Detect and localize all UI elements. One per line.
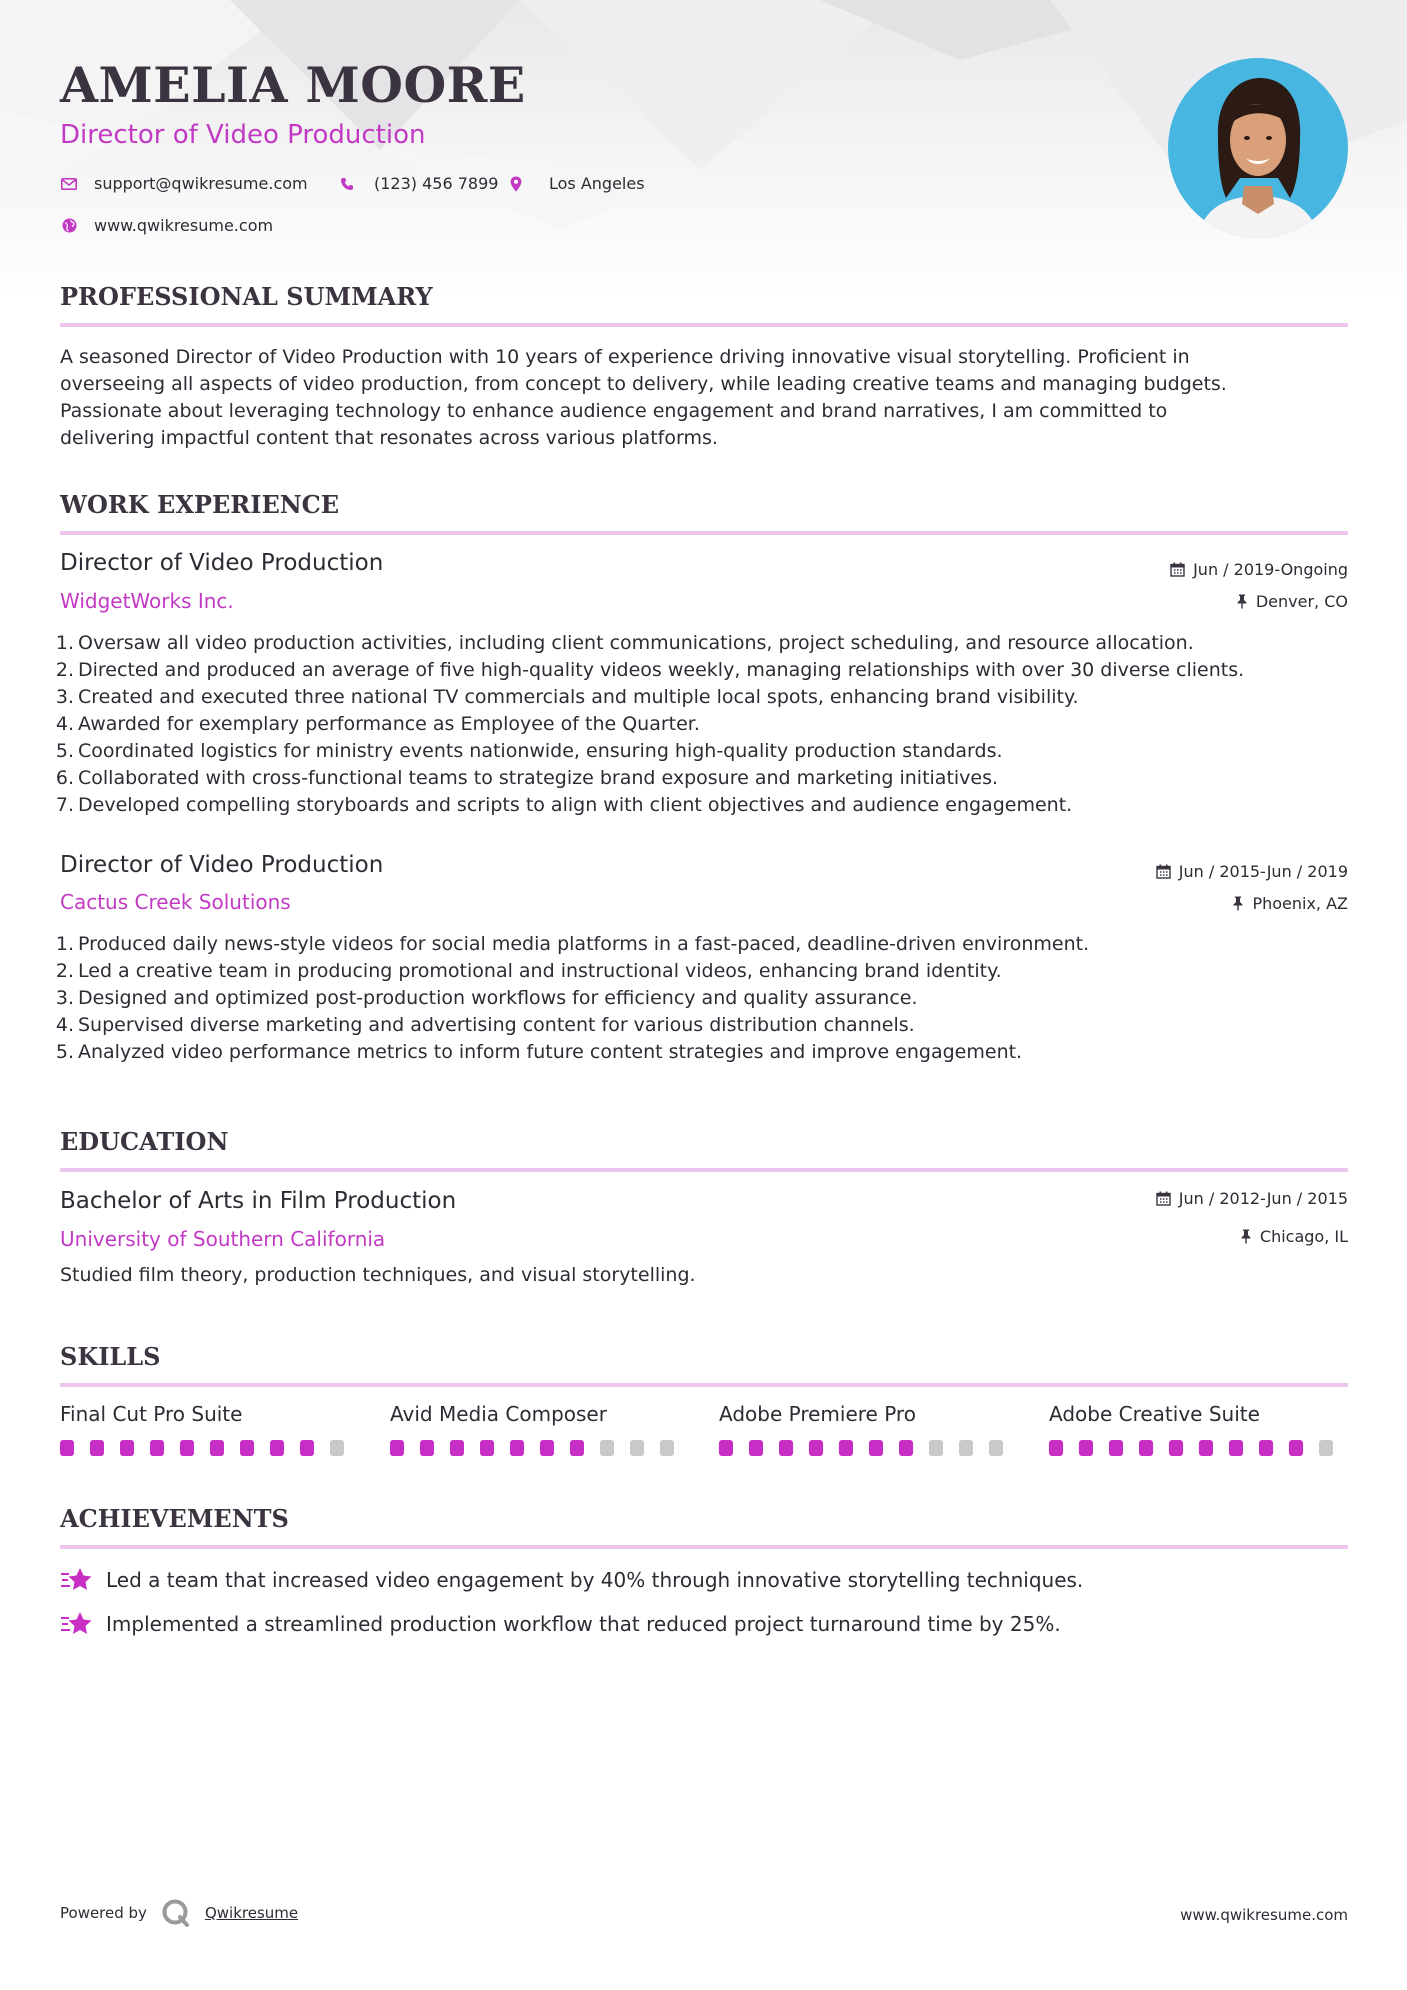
list-item: 1. Produced daily news-style videos for social media platforms in a fast-paced, deadline-driven environment. <box>55 933 1090 955</box>
summary-line: overseeing all aspects of video production, from concept to delivery, while leading creative teams and managing budgets. <box>60 373 1227 395</box>
phone-text: (123) 456 7899 <box>374 174 499 193</box>
skill-dot-filled <box>480 1440 494 1456</box>
skill-dot-filled <box>180 1440 194 1456</box>
skill-dot-filled <box>1259 1440 1273 1456</box>
pushpin-icon <box>1232 896 1244 911</box>
section-heading-achievements: ACHIEVEMENTS <box>60 1504 1348 1549</box>
skill-rating <box>719 1440 1019 1456</box>
education-location-text: Chicago, IL <box>1259 1227 1348 1246</box>
job-title: Director of Video Production <box>60 852 384 878</box>
summary-text <box>60 344 1350 452</box>
summary-line: delivering impactful content that resonates across various platforms. <box>60 427 718 449</box>
list-item: 3. Designed and optimized post-production workflows for efficiency and quality assurance. <box>55 987 918 1009</box>
skill-dot-filled <box>270 1440 284 1456</box>
skill-dot-empty <box>660 1440 674 1456</box>
calendar-icon <box>1156 864 1171 879</box>
skill-name: Adobe Creative Suite <box>1049 1402 1260 1426</box>
skill-dot-filled <box>420 1440 434 1456</box>
skill-dot-filled <box>869 1440 883 1456</box>
footer-powered-by <box>60 1898 298 1928</box>
skill-dot-filled <box>809 1440 823 1456</box>
list-item: 7. Developed compelling storyboards and scripts to align with client objectives and audience engagement. <box>55 794 1073 816</box>
list-item: 5. Analyzed video performance metrics to inform future content strategies and improve engagement. <box>55 1041 1023 1063</box>
education-dates <box>1156 1189 1348 1208</box>
achievement-text: Implemented a streamlined production workflow that reduced project turnaround time by 25%. <box>106 1612 1061 1636</box>
school-name: University of Southern California <box>60 1227 386 1251</box>
summary-line: Passionate about leveraging technology to enhance audience engagement and brand narratives, I am committed to <box>60 400 1168 422</box>
globe-icon <box>60 217 78 235</box>
section-heading-experience: WORK EXPERIENCE <box>60 490 1348 535</box>
achievement-text: Led a team that increased video engagement by 40% through innovative storytelling techniques. <box>106 1568 1084 1592</box>
skill-dot-filled <box>210 1440 224 1456</box>
skill-dot-filled <box>540 1440 554 1456</box>
phone-icon <box>338 175 356 193</box>
job-title: Director of Video Production <box>60 550 384 576</box>
qwikresume-logo-icon <box>161 1898 191 1928</box>
company-name: Cactus Creek Solutions <box>60 890 291 914</box>
job-bullets <box>52 931 1362 1066</box>
achievement-item <box>60 1609 1061 1639</box>
job-bullets <box>52 630 1362 819</box>
skill-name: Avid Media Composer <box>390 1402 607 1426</box>
skill-item <box>390 1402 690 1456</box>
skill-dot-filled <box>779 1440 793 1456</box>
skill-dot-empty <box>630 1440 644 1456</box>
skill-dot-filled <box>1289 1440 1303 1456</box>
skill-dot-empty <box>989 1440 1003 1456</box>
candidate-title: Director of Video Production <box>60 120 426 150</box>
job-location-text: Phoenix, AZ <box>1252 894 1348 913</box>
skill-dot-empty <box>959 1440 973 1456</box>
education-location <box>1240 1227 1348 1246</box>
list-item: 5. Coordinated logistics for ministry events nationwide, ensuring high-quality production standards. <box>55 740 1003 762</box>
skill-name: Adobe Premiere Pro <box>719 1402 916 1426</box>
skill-dot-filled <box>570 1440 584 1456</box>
education-note: Studied film theory, production techniques, and visual storytelling. <box>60 1264 696 1286</box>
list-item: 3. Created and executed three national TV commercials and multiple local spots, enhancing brand visibility. <box>55 686 1079 708</box>
skill-dot-filled <box>90 1440 104 1456</box>
footer-website[interactable]: www.qwikresume.com <box>1180 1906 1348 1924</box>
skill-rating <box>60 1440 360 1456</box>
list-item: 4. Awarded for exemplary performance as Employee of the Quarter. <box>55 713 700 735</box>
skill-dot-filled <box>450 1440 464 1456</box>
skill-dot-filled <box>390 1440 404 1456</box>
pushpin-icon <box>1236 594 1248 609</box>
skill-dot-filled <box>240 1440 254 1456</box>
skill-rating <box>1049 1440 1349 1456</box>
skill-dot-filled <box>1049 1440 1063 1456</box>
skill-item <box>1049 1402 1349 1456</box>
skill-dot-filled <box>1079 1440 1093 1456</box>
skill-dot-empty <box>929 1440 943 1456</box>
skill-dot-filled <box>839 1440 853 1456</box>
list-item: 2. Led a creative team in producing promotional and instructional videos, enhancing brand identity. <box>55 960 1002 982</box>
qwikresume-link[interactable]: Qwikresume <box>204 1904 299 1922</box>
section-heading-summary: PROFESSIONAL SUMMARY <box>60 282 1348 327</box>
skill-dot-filled <box>1109 1440 1123 1456</box>
job-location-text: Denver, CO <box>1255 592 1348 611</box>
skill-dot-filled <box>60 1440 74 1456</box>
pushpin-icon <box>1240 1229 1252 1244</box>
envelope-icon <box>60 175 78 193</box>
skill-dot-filled <box>510 1440 524 1456</box>
job-dates-text: Jun / 2015-Jun / 2019 <box>1178 862 1348 881</box>
education-dates-text: Jun / 2012-Jun / 2015 <box>1178 1189 1348 1208</box>
section-heading-education: EDUCATION <box>60 1127 1348 1172</box>
skill-dot-filled <box>1139 1440 1153 1456</box>
contact-location <box>507 174 645 193</box>
job-location <box>1236 592 1348 611</box>
star-icon <box>60 1565 94 1595</box>
location-text: Los Angeles <box>549 174 645 193</box>
profile-photo <box>1168 58 1348 238</box>
skill-dot-filled <box>1169 1440 1183 1456</box>
contact-website[interactable] <box>60 216 273 235</box>
summary-line: A seasoned Director of Video Production with 10 years of experience driving innovative visual storytelling. Proficient in <box>60 346 1190 368</box>
skill-rating <box>390 1440 690 1456</box>
star-icon <box>60 1609 94 1639</box>
list-item: 2. Directed and produced an average of five high-quality videos weekly, managing relationships with over 30 diverse clients. <box>55 659 1245 681</box>
skill-dot-filled <box>749 1440 763 1456</box>
skill-dot-filled <box>120 1440 134 1456</box>
list-item: 1. Oversaw all video production activities, including client communications, project scheduling, and resource allocation. <box>55 632 1194 654</box>
email-text: support@qwikresume.com <box>94 174 308 193</box>
skill-dot-filled <box>150 1440 164 1456</box>
skill-dot-filled <box>719 1440 733 1456</box>
job-dates <box>1156 862 1348 881</box>
skill-name: Final Cut Pro Suite <box>60 1402 243 1426</box>
skill-dot-filled <box>899 1440 913 1456</box>
map-pin-icon <box>507 175 525 193</box>
list-item: 6. Collaborated with cross-functional teams to strategize brand exposure and marketing initiatives. <box>55 767 999 789</box>
skill-dot-filled <box>1199 1440 1213 1456</box>
candidate-name: AMELIA MOORE <box>60 56 526 114</box>
skill-item <box>60 1402 360 1456</box>
powered-by-text: Powered by <box>60 1904 147 1922</box>
job-dates-text: Jun / 2019-Ongoing <box>1193 560 1348 579</box>
contact-email[interactable] <box>60 174 308 193</box>
skill-dot-empty <box>600 1440 614 1456</box>
job-location <box>1232 894 1348 913</box>
skill-dot-filled <box>1229 1440 1243 1456</box>
website-text: www.qwikresume.com <box>94 216 274 235</box>
job-dates <box>1170 560 1348 579</box>
calendar-icon <box>1156 1191 1171 1206</box>
skill-dot-empty <box>330 1440 344 1456</box>
calendar-icon <box>1170 562 1185 577</box>
company-name: WidgetWorks Inc. <box>60 589 234 613</box>
skill-dot-empty <box>1319 1440 1333 1456</box>
contact-phone[interactable] <box>338 174 498 193</box>
degree-title: Bachelor of Arts in Film Production <box>60 1188 457 1214</box>
achievement-item <box>60 1565 1083 1595</box>
list-item: 4. Supervised diverse marketing and advertising content for various distribution channels. <box>55 1014 915 1036</box>
skill-dot-filled <box>300 1440 314 1456</box>
skill-item <box>719 1402 1019 1456</box>
section-heading-skills: SKILLS <box>60 1342 1348 1387</box>
